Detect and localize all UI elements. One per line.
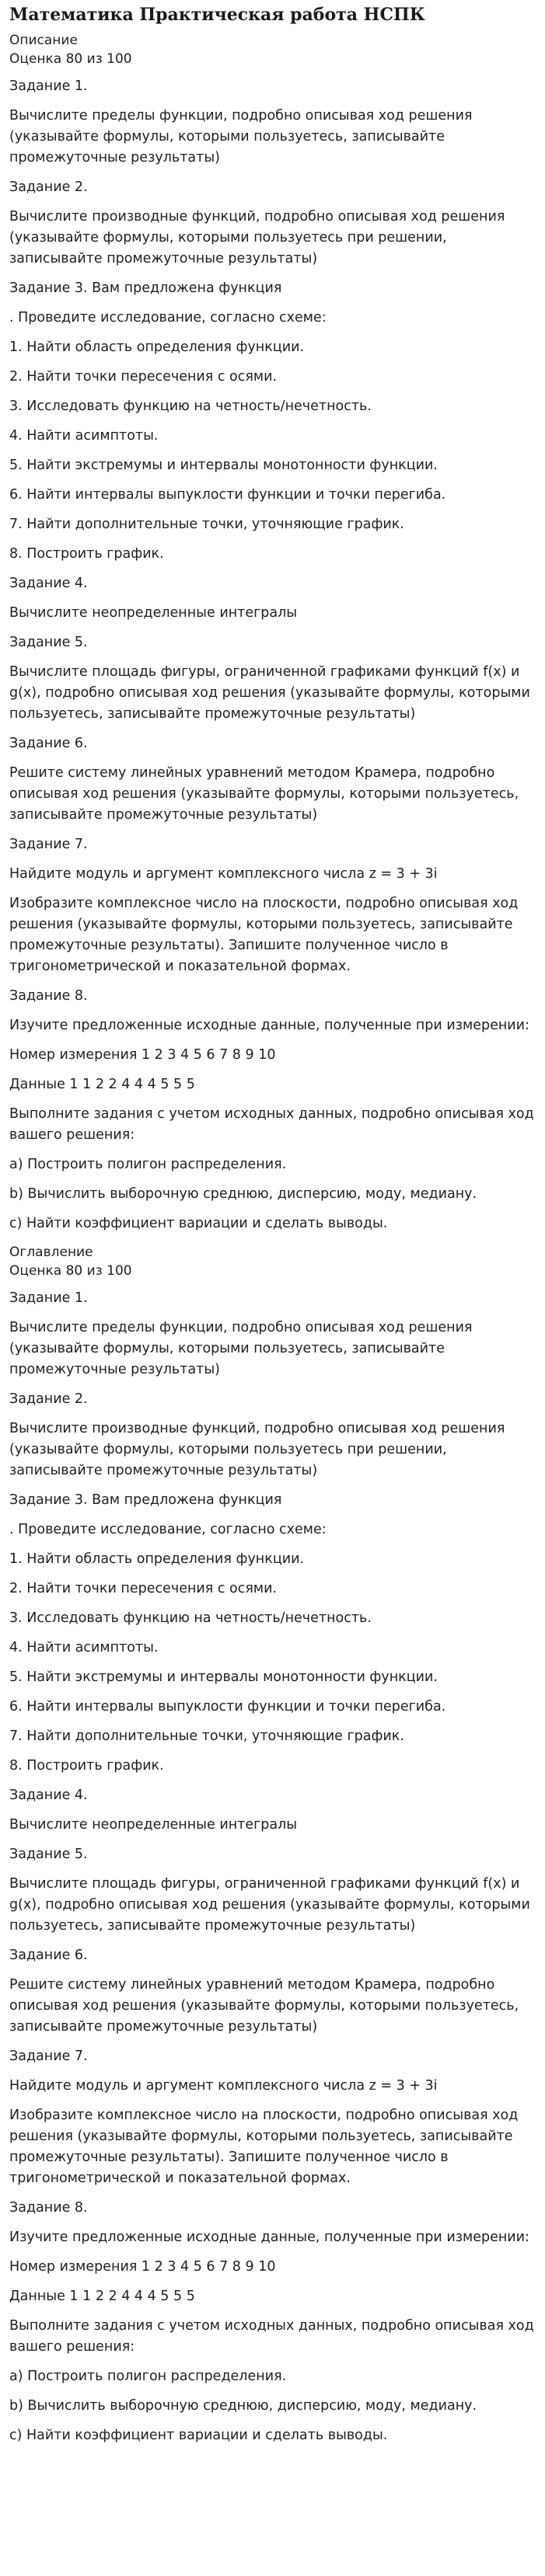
paragraph: . Проведите исследование, согласно схеме:	[9, 1522, 327, 1537]
paragraph: Вычислите производные функций, подробно описывая ход решения (указывайте формулы, которыми пользуетесь при решении, записывайте промежуточные результаты)	[9, 209, 505, 266]
paragraph: 1. Найти область определения функции.	[9, 339, 305, 355]
paragraph: Задание 6.	[9, 736, 88, 751]
paragraph: a) Построить полигон распределения.	[9, 2369, 287, 2384]
paragraph: Изобразите комплексное число на плоскости, подробно описывая ход решения (указывайте формулы, которыми пользуетесь, записывайте промежуточные результаты). Запишите полученное число в тригонометрической и показательной формах.	[9, 896, 519, 974]
page-title: Математика Практическая работа НСПК	[9, 5, 425, 25]
paragraph: a) Построить полигон распределения.	[9, 1157, 287, 1172]
paragraph: Решите систему линейных уравнений методом Крамера, подробно описывая ход решения (указывайте формулы, которыми пользуетесь, записывайте промежуточные результаты)	[9, 1977, 519, 2035]
paragraph: b) Вычислить выборочную среднюю, дисперсию, моду, медиану.	[9, 1186, 477, 1202]
paragraph: Задание 1.	[9, 1290, 88, 1306]
paragraph: Задание 3. Вам предложена функция	[9, 1492, 282, 1508]
paragraph: Данные 1 1 2 2 4 4 4 5 5 5	[9, 2289, 195, 2304]
section-paragraphs	[9, 76, 534, 1234]
paragraph: Задание 5.	[9, 635, 88, 650]
paragraph: Задание 8.	[9, 988, 88, 1004]
paragraph: 2. Найти точки пересечения с осями.	[9, 369, 278, 385]
paragraph: 6. Найти интервалы выпуклости функции и точки перегиба.	[9, 1699, 446, 1714]
paragraph: 1. Найти область определения функции.	[9, 1551, 305, 1567]
paragraph: Номер измерения 1 2 3 4 5 6 7 8 9 10	[9, 1047, 276, 1063]
paragraph: Номер измерения 1 2 3 4 5 6 7 8 9 10	[9, 2259, 276, 2275]
paragraph: 8. Построить график.	[9, 546, 164, 562]
paragraph: Задание 2.	[9, 1391, 88, 1407]
paragraph: 7. Найти дополнительные точки, уточняющие график.	[9, 1728, 404, 1744]
paragraph: Решите систему линейных уравнений методом Крамера, подробно описывая ход решения (указывайте формулы, которыми пользуетесь, записывайте промежуточные результаты)	[9, 765, 519, 823]
paragraph: 3. Исследовать функцию на четность/нечетность.	[9, 1610, 372, 1626]
paragraph: Выполните задания с учетом исходных данных, подробно описывая ход вашего решения:	[9, 1106, 534, 1143]
paragraph: 2. Найти точки пересечения с осями.	[9, 1581, 278, 1596]
paragraph: Задание 6.	[9, 1948, 88, 1963]
paragraph: Выполните задания с учетом исходных данных, подробно описывая ход вашего решения:	[9, 2318, 534, 2355]
paragraph: 6. Найти интервалы выпуклости функции и точки перегиба.	[9, 487, 446, 503]
paragraph: Задание 8.	[9, 2200, 88, 2216]
paragraph: Изучите предложенные исходные данные, полученные при измерении:	[9, 2230, 529, 2245]
paragraph: Изобразите комплексное число на плоскости, подробно описывая ход решения (указывайте формулы, которыми пользуетесь, записывайте промежуточные результаты). Запишите полученное число в тригонометрической и показательной формах.	[9, 2108, 519, 2186]
paragraph: 8. Построить график.	[9, 1758, 164, 1774]
section-paragraphs	[9, 1288, 534, 2446]
section-heading: Оглавление	[9, 1244, 93, 1260]
paragraph: Задание 3. Вам предложена функция	[9, 280, 282, 296]
paragraph: Задание 5.	[9, 1847, 88, 1862]
score-label: Оценка 80 из 100	[9, 1263, 132, 1279]
paragraph: Изучите предложенные исходные данные, полученные при измерении:	[9, 1018, 529, 1033]
paragraph: Задание 7.	[9, 837, 88, 852]
paragraph: 4. Найти асимптоты.	[9, 1640, 159, 1655]
paragraph: b) Вычислить выборочную среднюю, дисперсию, моду, медиану.	[9, 2398, 477, 2414]
paragraph: 5. Найти экстремумы и интервалы монотонности функции.	[9, 1669, 438, 1685]
section-description	[9, 31, 534, 1234]
paragraph: Вычислите неопределенные интегралы	[9, 605, 298, 621]
paragraph: Вычислите производные функций, подробно описывая ход решения (указывайте формулы, которыми пользуетесь при решении, записывайте промежуточные результаты)	[9, 1421, 505, 1478]
paragraph: Данные 1 1 2 2 4 4 4 5 5 5	[9, 1077, 195, 1092]
paragraph: Задание 1.	[9, 78, 88, 94]
paragraph: Задание 4.	[9, 576, 88, 591]
paragraph: 3. Исследовать функцию на четность/нечетность.	[9, 399, 372, 414]
paragraph: Задание 2.	[9, 179, 88, 195]
paragraph: Вычислите неопределенные интегралы	[9, 1817, 298, 1833]
paragraph: Вычислите площадь фигуры, ограниченной графиками функций f(x) и g(x), подробно описывая ход решения (указывайте формулы, которыми пользуетесь, записывайте промежуточные результаты)	[9, 1876, 530, 1934]
paragraph: Найдите модуль и аргумент комплексного числа z = 3 + 3i	[9, 2078, 438, 2094]
paragraph: Вычислите пределы функции, подробно описывая ход решения (указывайте формулы, которыми пользуетесь, записывайте промежуточные результаты)	[9, 108, 473, 165]
paragraph: Задание 4.	[9, 1788, 88, 1803]
paragraph: 4. Найти асимптоты.	[9, 428, 159, 444]
section-heading: Описание	[9, 33, 78, 48]
section-contents	[9, 1243, 534, 2446]
paragraph: Задание 7.	[9, 2049, 88, 2064]
paragraph: 7. Найти дополнительные точки, уточняющие график.	[9, 517, 404, 532]
paragraph: c) Найти коэффициент вариации и сделать выводы.	[9, 1216, 388, 1231]
score-label: Оценка 80 из 100	[9, 51, 132, 67]
paragraph: Найдите модуль и аргумент комплексного числа z = 3 + 3i	[9, 866, 438, 882]
paragraph: c) Найти коэффициент вариации и сделать выводы.	[9, 2428, 388, 2443]
paragraph: Вычислите пределы функции, подробно описывая ход решения (указывайте формулы, которыми пользуетесь, записывайте промежуточные результаты)	[9, 1320, 473, 1377]
paragraph: . Проведите исследование, согласно схеме:	[9, 310, 327, 325]
paragraph: Вычислите площадь фигуры, ограниченной графиками функций f(x) и g(x), подробно описывая ход решения (указывайте формулы, которыми пользуетесь, записывайте промежуточные результаты)	[9, 664, 530, 722]
paragraph: 5. Найти экстремумы и интервалы монотонности функции.	[9, 458, 438, 473]
